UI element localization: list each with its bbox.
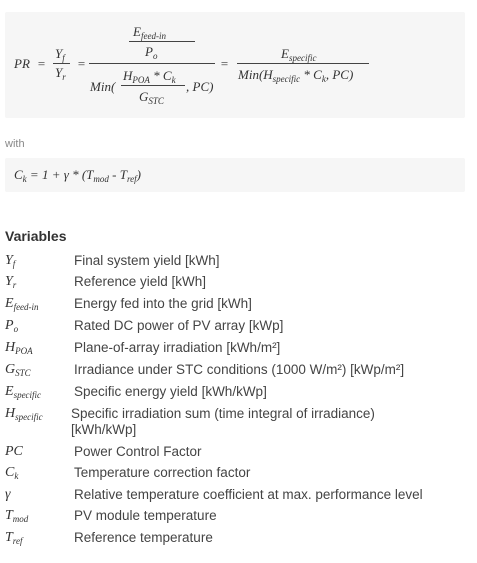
po-numerator: $P_o$ — [145, 44, 158, 61]
ck-formula: $C_k = 1 + \gamma * (T_{mod} - T_{ref})$ — [14, 167, 141, 184]
yf-numerator: $Y_f$ — [55, 46, 65, 63]
variable-symbol: $H_{POA}$ — [5, 340, 33, 356]
fraction-line-top — [129, 41, 195, 42]
variable-symbol: γ — [5, 487, 11, 502]
variable-description: Reference yield [kWh] — [74, 274, 207, 289]
variable-symbol: $E_{feed-in}$ — [5, 296, 39, 312]
variable-description: Power Control Factor — [74, 444, 202, 459]
variable-description-line-1: Specific irradiation sum (time integral of irradiance) — [71, 406, 375, 421]
variable-description: Specific energy yield [kWh/kWp] — [74, 384, 267, 399]
variables-heading: Variables — [5, 228, 67, 244]
fraction-line-1 — [53, 63, 70, 64]
hpoa-ck-numerator: $H_{POA} * C_k$ — [123, 68, 176, 85]
fraction-line-main — [89, 63, 215, 64]
variable-symbol: $T_{ref}$ — [5, 530, 23, 546]
pr-formula-box — [5, 12, 465, 118]
variable-symbol: $P_o$ — [5, 318, 19, 334]
variable-symbol: $H_{specific}$ — [5, 406, 43, 422]
variable-description: Plane-of-array irradiation [kWh/m²] — [74, 340, 281, 355]
with-label: with — [5, 138, 25, 150]
pc-close: , PC) — [186, 79, 214, 94]
yr-denominator: $Y_r$ — [55, 65, 66, 82]
equals-sign-3: = — [220, 56, 229, 71]
equals-sign-1: = — [37, 56, 46, 71]
variable-description: Irradiance under STC conditions (1000 W/m²) [kWp/m²] — [74, 362, 405, 377]
variable-description: Relative temperature coefficient at max. performance level — [74, 487, 423, 502]
fraction-line-inner — [121, 85, 185, 86]
fraction-line-right — [237, 63, 369, 64]
min-hspecific-denominator: $Min(H_{specific} * C_k$, PC) — [238, 67, 354, 84]
especific-numerator: $E_{specific}$ — [281, 46, 317, 63]
variable-symbol: $G_{STC}$ — [5, 362, 31, 378]
efeed-numerator: $E_{feed-in}$ — [133, 24, 166, 41]
ck-formula-box — [5, 158, 465, 192]
min-open: Min( — [90, 79, 116, 94]
variable-description: Energy fed into the grid [kWh] — [74, 296, 252, 311]
variable-symbol: $E_{specific}$ — [5, 384, 42, 400]
variable-description-line-2: [kWh/kWp] — [71, 422, 137, 437]
gstc-denominator: $G_{STC}$ — [139, 89, 164, 106]
variable-description: Temperature correction factor — [74, 465, 251, 480]
variable-description — [71, 406, 375, 438]
pr-symbol: PR — [14, 56, 30, 71]
variable-symbol: $T_{mod}$ — [5, 508, 29, 524]
variable-description: Final system yield [kWh] — [74, 253, 220, 268]
variable-symbol: $Y_f$ — [5, 253, 16, 269]
variable-description: PV module temperature — [74, 508, 217, 523]
variable-symbol: PC — [5, 444, 23, 459]
variable-description: Rated DC power of PV array [kWp] — [74, 318, 284, 333]
variable-symbol: $C_k$ — [5, 465, 19, 481]
variable-description: Reference temperature — [74, 530, 213, 545]
variable-symbol: $Y_r$ — [5, 274, 17, 290]
equals-sign-2: = — [77, 56, 86, 71]
